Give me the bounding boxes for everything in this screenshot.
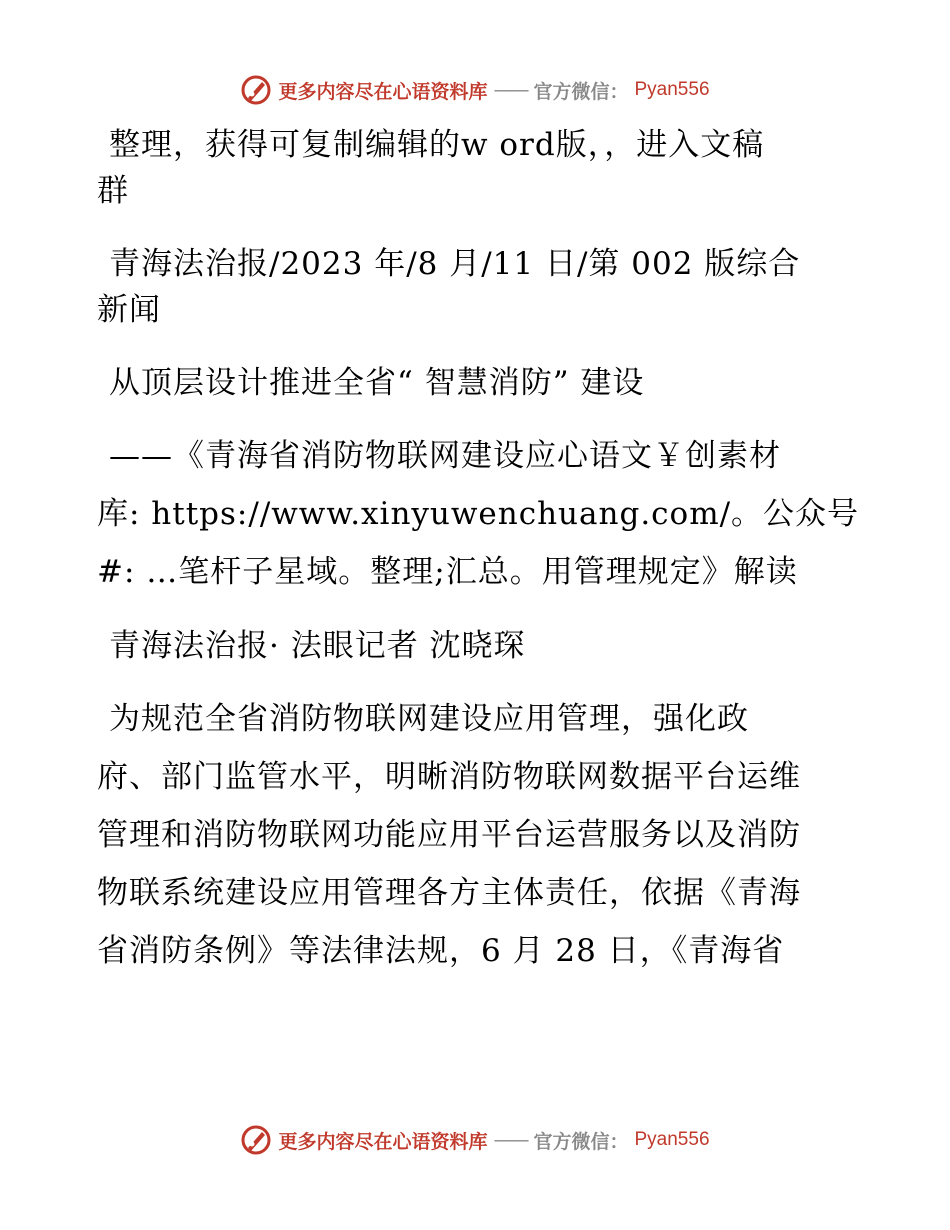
watermark-text: 更多内容尽在心语资料库	[278, 1130, 488, 1153]
doc-paragraph-source	[97, 241, 857, 333]
text-line: 整理，获得可复制编辑的w ord版，，进入文稿	[109, 127, 765, 163]
watermark-wechat-id: Pyan556	[634, 1129, 710, 1150]
text-line: 府、部门监管水平，明晰消防物联网数据平台运维	[97, 759, 801, 795]
text-line: 群	[97, 173, 129, 209]
watermark-text: 更多内容尽在心语资料库	[278, 80, 488, 103]
text-line: 青海法治报· 法眼记者 沈晓琛	[109, 628, 526, 664]
pen-logo-icon	[240, 1124, 272, 1156]
pen-logo-icon	[240, 74, 272, 106]
doc-paragraph-intro	[97, 122, 857, 214]
text-line: 物联系统建设应用管理各方主体责任，依据《青海	[97, 875, 801, 911]
text-line: 从顶层设计推进全省“ 智慧消防” 建设	[109, 365, 645, 401]
text-line: 新闻	[97, 292, 161, 328]
text-line: ——《青海省消防物联网建设应心语文￥创素材	[109, 438, 781, 474]
watermark-wechat-label: 官方微信：	[533, 80, 629, 103]
footer-watermark	[0, 1124, 950, 1156]
watermark-wechat-id: Pyan556	[634, 79, 710, 100]
watermark-wechat-label: 官方微信：	[533, 1130, 629, 1153]
watermark-separator: ——	[493, 1129, 528, 1151]
watermark-separator: ——	[493, 79, 528, 101]
text-line: 青海法治报/2023 年/8 月/11 日/第 002 版综合	[109, 246, 801, 282]
text-line: 省消防条例》等法律法规，6 月 28 日，《青海省	[97, 933, 785, 969]
doc-paragraph-byline	[97, 623, 857, 669]
doc-paragraph-title	[97, 360, 857, 406]
text-line: 库: https://www.xinyuwenchuang.com/。公众号	[97, 496, 860, 532]
text-line: 管理和消防物联网功能应用平台运营服务以及消防	[97, 817, 801, 853]
document-body	[97, 122, 860, 1002]
header-watermark	[0, 74, 950, 106]
doc-paragraph-body	[97, 696, 857, 975]
text-line: 为规范全省消防物联网建设应用管理，强化政	[109, 701, 749, 737]
text-line: #: …笔杆子星域。整理;汇总。用管理规定》解读	[97, 554, 798, 590]
doc-paragraph-subtitle	[97, 433, 860, 596]
